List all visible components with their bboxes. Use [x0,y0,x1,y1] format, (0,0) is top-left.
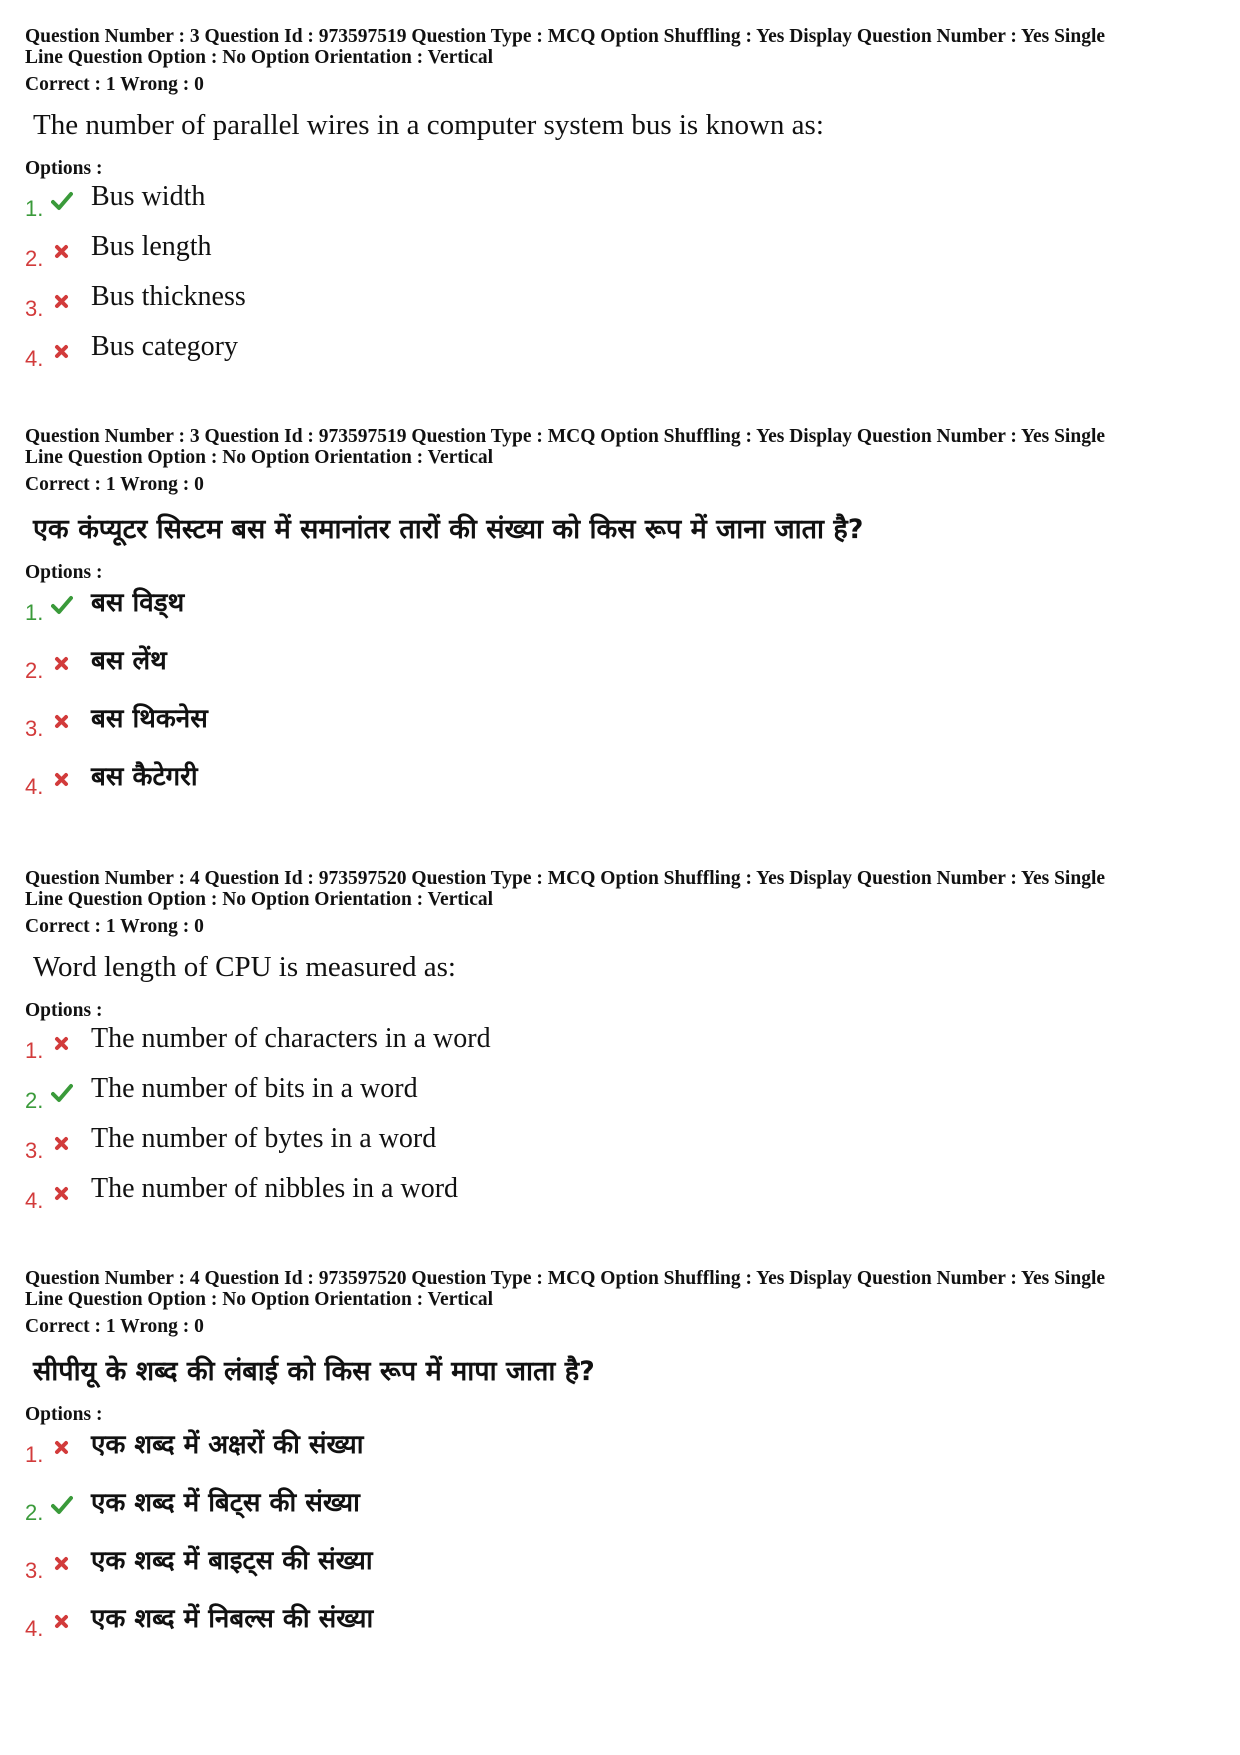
cross-icon [51,290,73,312]
question-text: सीपीयू के शब्द की लंबाई को किस रूप में मापा जाता है? [33,1356,595,1387]
option-text: The number of characters in a word [91,1023,491,1054]
option-number: 3. [25,1138,44,1163]
option-item [25,1072,1220,1122]
option-number: 4. [25,774,44,799]
option-text: बस कैटेगरी [91,762,198,792]
option-text: बस विड्थ [91,588,185,618]
options-list [25,180,1220,380]
option-number: 2. [25,658,44,683]
check-icon [51,1082,73,1104]
option-item [25,1542,1220,1600]
option-text: बस थिकनेस [91,704,208,734]
cross-icon [51,1132,73,1154]
option-item [25,1426,1220,1484]
option-number: 3. [25,716,44,741]
option-text: एक शब्द में निबल्स की संख्या [91,1604,374,1634]
check-icon [51,190,73,212]
cross-icon [51,240,73,262]
question-text: एक कंप्यूटर सिस्टम बस में समानांतर तारों की संख्या को किस रूप में जाना जाता है? [33,514,864,545]
option-text: The number of bytes in a word [91,1123,437,1154]
cross-icon [51,1182,73,1204]
question-block [25,868,1220,1222]
option-item [25,1172,1220,1222]
question-text: Word length of CPU is measured as: [33,951,456,983]
cross-icon [51,340,73,362]
option-text: एक शब्द में अक्षरों की संख्या [91,1430,364,1460]
question-block [25,26,1220,380]
options-label: Options : [25,1000,103,1021]
option-text: The number of bits in a word [91,1073,418,1104]
question-text: The number of parallel wires in a computer system bus is known as: [33,109,824,141]
marking-scheme: Correct : 1 Wrong : 0 [25,916,204,937]
marking-scheme: Correct : 1 Wrong : 0 [25,474,204,495]
options-label: Options : [25,1404,103,1425]
option-item [25,180,1220,230]
option-item [25,758,1220,816]
cross-icon [51,1610,73,1632]
option-item [25,700,1220,758]
option-item [25,280,1220,330]
question-block [25,1268,1220,1658]
option-text: The number of nibbles in a word [91,1173,459,1204]
cross-icon [51,652,73,674]
option-number: 2. [25,246,44,271]
options-list [25,1022,1220,1222]
option-number: 1. [25,600,44,625]
option-text: Bus width [91,181,206,212]
option-number: 2. [25,1088,44,1113]
option-text: एक शब्द में बाइट्स की संख्या [91,1546,373,1576]
option-item [25,584,1220,642]
option-text: Bus thickness [91,281,246,312]
option-text: Bus category [91,331,238,362]
option-item [25,1484,1220,1542]
option-number: 1. [25,1038,44,1063]
cross-icon [51,1032,73,1054]
option-number: 4. [25,346,44,371]
options-label: Options : [25,562,103,583]
question-meta: Question Number : 3 Question Id : 973597519 Question Type : MCQ Option Shuffling : Yes Display Question Number : Yes Single Line Question Option : No Option Orientation : Vertical [25,426,1106,468]
marking-scheme: Correct : 1 Wrong : 0 [25,1316,204,1337]
option-number: 1. [25,196,44,221]
option-item [25,1022,1220,1072]
check-icon [51,594,73,616]
option-text: बस लेंथ [91,646,167,676]
options-label: Options : [25,158,103,179]
option-item [25,330,1220,380]
option-text: एक शब्द में बिट्स की संख्या [91,1488,360,1518]
cross-icon [51,768,73,790]
options-list [25,584,1220,816]
options-list [25,1426,1220,1658]
question-block [25,426,1220,816]
option-item [25,1122,1220,1172]
check-icon [51,1494,73,1516]
option-number: 2. [25,1500,44,1525]
question-meta: Question Number : 4 Question Id : 973597520 Question Type : MCQ Option Shuffling : Yes Display Question Number : Yes Single Line Question Option : No Option Orientation : Vertical [25,1268,1106,1310]
question-meta: Question Number : 3 Question Id : 973597519 Question Type : MCQ Option Shuffling : Yes Display Question Number : Yes Single Line Question Option : No Option Orientation : Vertical [25,26,1106,68]
option-number: 3. [25,1558,44,1583]
option-item [25,1600,1220,1658]
option-number: 1. [25,1442,44,1467]
cross-icon [51,710,73,732]
cross-icon [51,1436,73,1458]
cross-icon [51,1552,73,1574]
option-number: 3. [25,296,44,321]
option-text: Bus length [91,231,212,262]
marking-scheme: Correct : 1 Wrong : 0 [25,74,204,95]
option-number: 4. [25,1616,44,1641]
question-meta: Question Number : 4 Question Id : 973597520 Question Type : MCQ Option Shuffling : Yes Display Question Number : Yes Single Line Question Option : No Option Orientation : Vertical [25,868,1106,910]
option-item [25,642,1220,700]
option-number: 4. [25,1188,44,1213]
option-item [25,230,1220,280]
